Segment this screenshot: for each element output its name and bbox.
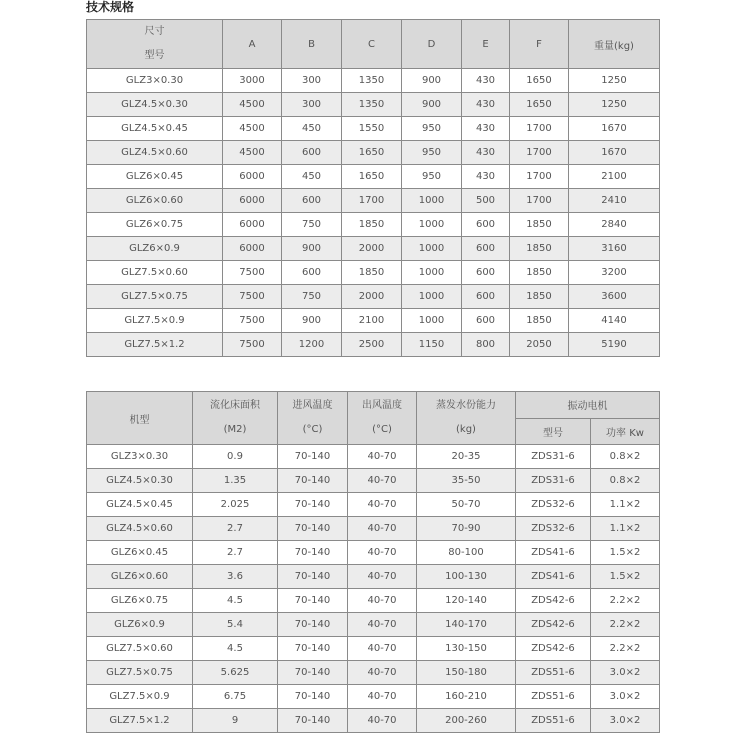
table-cell: 1250	[569, 69, 660, 93]
model-cell: GLZ4.5×0.30	[87, 93, 223, 117]
table-cell: 1000	[402, 237, 462, 261]
table-cell: 0.8×2	[591, 445, 660, 469]
table-cell: 6000	[223, 213, 282, 237]
table-cell: 950	[402, 165, 462, 189]
table-cell: 9	[193, 709, 278, 733]
table-cell: 1000	[402, 189, 462, 213]
table-cell: 3000	[223, 69, 282, 93]
table-cell: 5.4	[193, 613, 278, 637]
table-cell: 70-140	[278, 517, 348, 541]
table-cell: 7500	[223, 285, 282, 309]
table-cell: 300	[282, 69, 342, 93]
model-cell: GLZ6×0.60	[87, 565, 193, 589]
model-cell: GLZ7.5×0.75	[87, 661, 193, 685]
table-cell: 4500	[223, 117, 282, 141]
outlet-temp-header-line2: (°C)	[372, 424, 392, 435]
table-cell: 2000	[342, 285, 402, 309]
table-row	[87, 661, 660, 685]
table-cell: 1700	[510, 117, 569, 141]
table-cell: 1850	[342, 261, 402, 285]
table-row	[87, 261, 660, 285]
model-cell: GLZ6×0.60	[87, 189, 223, 213]
table-cell: 140-170	[417, 613, 516, 637]
table-cell: ZDS51-6	[516, 709, 591, 733]
table-cell: 1670	[569, 141, 660, 165]
table-cell: 7500	[223, 261, 282, 285]
table-row	[87, 333, 660, 357]
model-cell: GLZ6×0.75	[87, 589, 193, 613]
table-row	[87, 445, 660, 469]
model-cell: GLZ4.5×0.60	[87, 141, 223, 165]
header-row	[87, 392, 660, 419]
table-cell: 950	[402, 117, 462, 141]
table-cell: 4500	[223, 93, 282, 117]
table-cell: 40-70	[348, 661, 417, 685]
table-row	[87, 517, 660, 541]
table-cell: 750	[282, 285, 342, 309]
table-row	[87, 237, 660, 261]
inlet-temp-header	[278, 392, 348, 445]
model-cell: GLZ3×0.30	[87, 445, 193, 469]
table-cell: 3600	[569, 285, 660, 309]
table-cell: 4140	[569, 309, 660, 333]
table-cell: 750	[282, 213, 342, 237]
corner-header-top: 尺寸	[144, 26, 165, 37]
table-cell: 160-210	[417, 685, 516, 709]
table-cell: 900	[282, 309, 342, 333]
table-cell: 7500	[223, 333, 282, 357]
table-cell: 3200	[569, 261, 660, 285]
evaporation-header-line1: 蒸发水份能力	[436, 400, 496, 411]
table-cell: 70-140	[278, 469, 348, 493]
table-cell: 40-70	[348, 637, 417, 661]
table-cell: 40-70	[348, 685, 417, 709]
table-row	[87, 165, 660, 189]
table-cell: 1700	[510, 165, 569, 189]
model-cell: GLZ4.5×0.30	[87, 469, 193, 493]
table-cell: 2.2×2	[591, 589, 660, 613]
table-cell: 1250	[569, 93, 660, 117]
table-cell: 1000	[402, 309, 462, 333]
table-cell: ZDS41-6	[516, 541, 591, 565]
column-header: C	[342, 20, 402, 69]
table-cell: 2.025	[193, 493, 278, 517]
table-cell: 5.625	[193, 661, 278, 685]
model-cell: GLZ7.5×0.60	[87, 261, 223, 285]
dimensions-table	[86, 19, 660, 357]
table-cell: ZDS31-6	[516, 469, 591, 493]
table-cell: 2050	[510, 333, 569, 357]
table-cell: 70-140	[278, 613, 348, 637]
table-cell: 900	[402, 93, 462, 117]
table-cell: 1.35	[193, 469, 278, 493]
table-cell: 1850	[510, 285, 569, 309]
table-cell: 2410	[569, 189, 660, 213]
table-cell: 2.7	[193, 541, 278, 565]
table-cell: 1.1×2	[591, 517, 660, 541]
table-cell: 300	[282, 93, 342, 117]
table-cell: ZDS51-6	[516, 661, 591, 685]
table-row	[87, 709, 660, 733]
table-cell: 2.2×2	[591, 637, 660, 661]
model-cell: GLZ6×0.45	[87, 165, 223, 189]
table-row	[87, 589, 660, 613]
table-row	[87, 93, 660, 117]
table-cell: 70-140	[278, 445, 348, 469]
column-header: E	[462, 20, 510, 69]
table-cell: 4.5	[193, 637, 278, 661]
table-cell: 100-130	[417, 565, 516, 589]
table-cell: 50-70	[417, 493, 516, 517]
table-cell: 900	[282, 237, 342, 261]
table-cell: 70-140	[278, 709, 348, 733]
table-cell: 600	[282, 261, 342, 285]
table-cell: 1700	[342, 189, 402, 213]
table-cell: 500	[462, 189, 510, 213]
table-cell: 40-70	[348, 541, 417, 565]
table-row	[87, 309, 660, 333]
table-cell: 20-35	[417, 445, 516, 469]
table-cell: 2100	[569, 165, 660, 189]
table-cell: 1550	[342, 117, 402, 141]
outlet-temp-header-line1: 出风温度	[362, 400, 402, 411]
area-header	[193, 392, 278, 445]
table-row	[87, 613, 660, 637]
table-cell: 430	[462, 165, 510, 189]
table-cell: 40-70	[348, 517, 417, 541]
table-row	[87, 285, 660, 309]
table-cell: 600	[462, 237, 510, 261]
table-cell: 70-140	[278, 685, 348, 709]
table-cell: 430	[462, 141, 510, 165]
table-cell: 600	[282, 189, 342, 213]
corner-header-cell	[87, 20, 223, 69]
model-header: 机型	[87, 392, 193, 445]
table-cell: 950	[402, 141, 462, 165]
column-header: B	[282, 20, 342, 69]
table-cell: 6000	[223, 165, 282, 189]
model-cell: GLZ6×0.45	[87, 541, 193, 565]
section-title: 技术规格	[86, 0, 135, 14]
table-cell: 70-140	[278, 661, 348, 685]
table-cell: 600	[282, 141, 342, 165]
table-cell: 3160	[569, 237, 660, 261]
model-cell: GLZ7.5×0.60	[87, 637, 193, 661]
table-cell: ZDS31-6	[516, 445, 591, 469]
table-cell: 70-140	[278, 493, 348, 517]
table-cell: 1.5×2	[591, 565, 660, 589]
table-cell: 4.5	[193, 589, 278, 613]
table-cell: 1650	[510, 69, 569, 93]
model-cell: GLZ4.5×0.60	[87, 517, 193, 541]
table-cell: 1650	[342, 165, 402, 189]
table-cell: 3.0×2	[591, 709, 660, 733]
table-cell: 3.6	[193, 565, 278, 589]
table-cell: 1350	[342, 69, 402, 93]
table-row	[87, 141, 660, 165]
table-row	[87, 493, 660, 517]
table-cell: 80-100	[417, 541, 516, 565]
table-cell: 800	[462, 333, 510, 357]
table-cell: 430	[462, 69, 510, 93]
table-cell: 1350	[342, 93, 402, 117]
model-cell: GLZ7.5×1.2	[87, 333, 223, 357]
table-cell: 1850	[510, 309, 569, 333]
table-cell: 600	[462, 285, 510, 309]
table-cell: 0.8×2	[591, 469, 660, 493]
table-cell: 1000	[402, 285, 462, 309]
evaporation-header	[417, 392, 516, 445]
table-row	[87, 565, 660, 589]
table-cell: 3.0×2	[591, 661, 660, 685]
table-cell: 4500	[223, 141, 282, 165]
table-cell: 200-260	[417, 709, 516, 733]
table-cell: 40-70	[348, 493, 417, 517]
model-cell: GLZ3×0.30	[87, 69, 223, 93]
model-cell: GLZ6×0.9	[87, 613, 193, 637]
table-cell: 2.2×2	[591, 613, 660, 637]
table-cell: 1200	[282, 333, 342, 357]
table-row	[87, 189, 660, 213]
table-cell: 70-90	[417, 517, 516, 541]
table-cell: 2500	[342, 333, 402, 357]
table-cell: 1150	[402, 333, 462, 357]
table-cell: 450	[282, 117, 342, 141]
table-cell: 40-70	[348, 709, 417, 733]
table-cell: 1700	[510, 189, 569, 213]
table-cell: 5190	[569, 333, 660, 357]
column-header: D	[402, 20, 462, 69]
table-cell: 430	[462, 93, 510, 117]
corner-header-bottom: 型号	[144, 50, 165, 61]
table-cell: 3.0×2	[591, 685, 660, 709]
table-cell: 2000	[342, 237, 402, 261]
table-cell: 6000	[223, 237, 282, 261]
table-row	[87, 637, 660, 661]
table-cell: 40-70	[348, 589, 417, 613]
table-cell: 1850	[510, 237, 569, 261]
table-cell: 600	[462, 213, 510, 237]
table-cell: 450	[282, 165, 342, 189]
table-cell: 120-140	[417, 589, 516, 613]
outlet-temp-header	[348, 392, 417, 445]
table-cell: 1000	[402, 261, 462, 285]
column-header: A	[223, 20, 282, 69]
table-cell: 1700	[510, 141, 569, 165]
table-cell: 150-180	[417, 661, 516, 685]
table-cell: 7500	[223, 309, 282, 333]
table-cell: 40-70	[348, 613, 417, 637]
table-cell: 70-140	[278, 565, 348, 589]
table-cell: 600	[462, 261, 510, 285]
table-cell: 600	[462, 309, 510, 333]
header-row	[87, 20, 660, 69]
table-row	[87, 685, 660, 709]
model-cell: GLZ7.5×0.9	[87, 685, 193, 709]
table-cell: 70-140	[278, 637, 348, 661]
performance-table	[86, 391, 660, 733]
model-cell: GLZ7.5×0.9	[87, 309, 223, 333]
table-cell: ZDS42-6	[516, 589, 591, 613]
table-row	[87, 213, 660, 237]
table-cell: 2.7	[193, 517, 278, 541]
model-cell: GLZ7.5×1.2	[87, 709, 193, 733]
table-cell: ZDS41-6	[516, 565, 591, 589]
table-row	[87, 541, 660, 565]
table-cell: 1000	[402, 213, 462, 237]
table-cell: 1.5×2	[591, 541, 660, 565]
table-cell: 1850	[510, 213, 569, 237]
table-cell: 40-70	[348, 469, 417, 493]
inlet-temp-header-line1: 进风温度	[292, 400, 333, 411]
model-cell: GLZ7.5×0.75	[87, 285, 223, 309]
table-cell: 70-140	[278, 541, 348, 565]
table-cell: 2840	[569, 213, 660, 237]
table-cell: 1.1×2	[591, 493, 660, 517]
model-cell: GLZ4.5×0.45	[87, 117, 223, 141]
area-header-line1: 流化床面积	[210, 400, 260, 411]
table-cell: 130-150	[417, 637, 516, 661]
table-cell: 6.75	[193, 685, 278, 709]
table-cell: 430	[462, 117, 510, 141]
motor-power-header: 功率 Kw	[591, 418, 660, 445]
column-header: F	[510, 20, 569, 69]
motor-header: 振动电机	[516, 392, 660, 419]
table-cell: 1650	[510, 93, 569, 117]
inlet-temp-header-line2: (°C)	[302, 424, 323, 435]
table-cell: 40-70	[348, 445, 417, 469]
evaporation-header-line2: (kg)	[456, 424, 476, 435]
table-cell: ZDS32-6	[516, 493, 591, 517]
table-cell: ZDS51-6	[516, 685, 591, 709]
table-cell: 900	[402, 69, 462, 93]
model-cell: GLZ6×0.75	[87, 213, 223, 237]
table-cell: 40-70	[348, 565, 417, 589]
table-cell: ZDS42-6	[516, 613, 591, 637]
table-row	[87, 69, 660, 93]
model-cell: GLZ4.5×0.45	[87, 493, 193, 517]
motor-model-header: 型号	[516, 418, 591, 445]
table-cell: 6000	[223, 189, 282, 213]
table-cell: ZDS32-6	[516, 517, 591, 541]
model-cell: GLZ6×0.9	[87, 237, 223, 261]
table-cell: 1650	[342, 141, 402, 165]
table-cell: 1850	[342, 213, 402, 237]
table-cell: 70-140	[278, 589, 348, 613]
table-cell: 0.9	[193, 445, 278, 469]
table-row	[87, 117, 660, 141]
area-header-line2: (M2)	[223, 424, 247, 435]
table-row	[87, 469, 660, 493]
table-cell: 2100	[342, 309, 402, 333]
table-cell: 35-50	[417, 469, 516, 493]
table-cell: 1670	[569, 117, 660, 141]
table-cell: ZDS42-6	[516, 637, 591, 661]
table-cell: 1850	[510, 261, 569, 285]
column-header: 重量(kg)	[569, 20, 660, 69]
